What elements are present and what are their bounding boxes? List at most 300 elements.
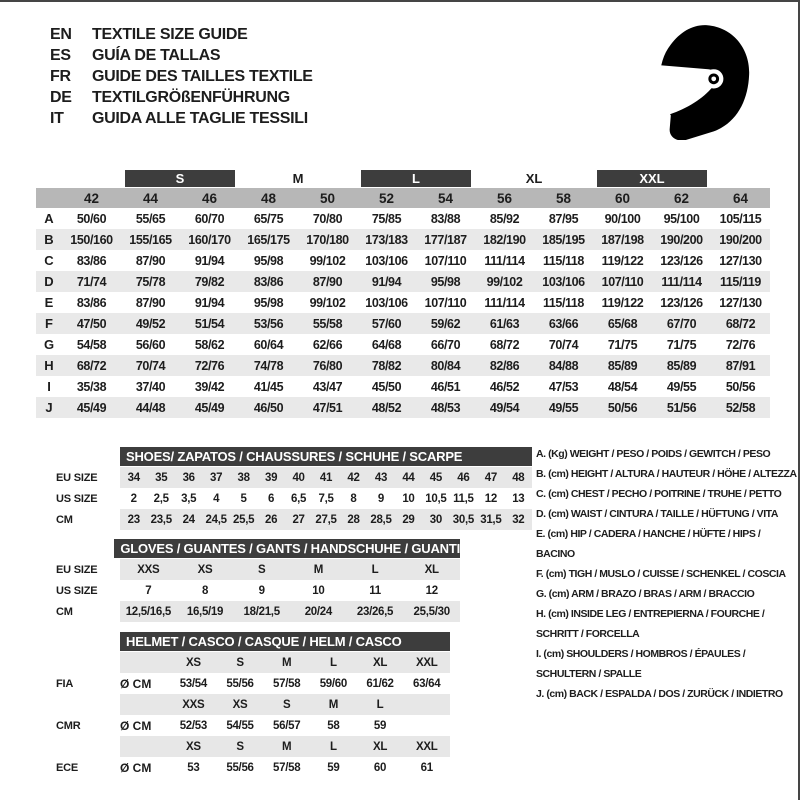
helmet-size-row	[56, 694, 450, 715]
measurement-cell: 48/52	[371, 400, 402, 415]
value-cell: 47	[484, 471, 497, 484]
shoes-table-header-row	[56, 446, 532, 467]
row-letter: I	[47, 379, 51, 394]
measurement-cell: 67/70	[666, 316, 697, 331]
value-cell: S	[257, 563, 266, 576]
measurement-cell: 66/70	[430, 337, 461, 352]
measurement-cell: 87/95	[548, 211, 579, 226]
row-cells	[120, 601, 460, 622]
textile-size-table	[36, 169, 770, 418]
helmet-icon-graphic	[648, 22, 758, 140]
size-group-s: S	[125, 170, 235, 187]
measurement-cell: 59/62	[430, 316, 461, 331]
row-letter: C	[44, 253, 54, 268]
size-label: L	[329, 656, 337, 669]
value-cell: 38	[237, 471, 250, 484]
value-cell: 57/58	[273, 761, 301, 774]
helmet-icon	[648, 22, 758, 140]
measurement-cell: 71/74	[76, 274, 107, 289]
row-letter: E	[44, 295, 54, 310]
value-cell: 34	[127, 471, 140, 484]
size-group-m: M	[292, 171, 304, 186]
value-cells	[170, 762, 450, 774]
helmet-value-row-cmr	[56, 715, 450, 736]
value-cell: 61	[420, 761, 433, 774]
size-label: XS	[185, 740, 201, 753]
measurement-cell: 45/49	[76, 400, 107, 415]
measurement-cell: 84/88	[548, 358, 579, 373]
measurement-legend	[536, 444, 800, 704]
measurement-cell: 50/56	[725, 379, 756, 394]
measurement-cell: 155/165	[129, 232, 172, 247]
measurement-cell: 46/52	[489, 379, 520, 394]
value-cell: 12	[484, 492, 497, 505]
legend-item: I. (cm) SHOULDERS / HOMBROS / ÉPAULES / SCHULTERN / SPALLE	[536, 648, 746, 680]
measurement-row-e	[36, 292, 770, 313]
language-title: GUÍA DE TALLAS	[92, 46, 221, 64]
value-cell: 12	[425, 584, 438, 597]
helmet-table-rows	[56, 652, 450, 778]
value-cell: 10,5	[425, 492, 447, 505]
measurement-cell: 48/53	[430, 400, 461, 415]
measurement-row-j	[36, 397, 770, 418]
diameter-label: Ø CM	[120, 718, 152, 733]
language-code: DE	[50, 88, 72, 106]
value-cell: 36	[182, 471, 195, 484]
measurement-cell: 127/130	[719, 295, 762, 310]
measurement-cell: 41/45	[253, 379, 284, 394]
value-cell: 63/64	[413, 677, 441, 690]
value-cell: XS	[197, 563, 213, 576]
shoes-table-rows	[56, 467, 532, 530]
value-cell: 5	[240, 492, 247, 505]
measurement-row-c	[36, 250, 770, 271]
gloves-table-title: GLOVES / GUANTES / GANTS / HANDSCHUHE / GUANTI	[114, 539, 460, 558]
measurement-cell: 58/62	[194, 337, 225, 352]
value-cell: 48	[512, 471, 525, 484]
measurement-cell: 75/85	[371, 211, 402, 226]
value-cell: 42	[347, 471, 360, 484]
value-cell: 53	[187, 761, 200, 774]
gloves-table	[56, 538, 460, 622]
value-cell: XXS	[137, 563, 160, 576]
measurement-cell: 185/195	[542, 232, 585, 247]
measurement-cell: 70/74	[548, 337, 579, 352]
value-cell: 60	[373, 761, 387, 774]
measurement-cell: 123/126	[660, 253, 703, 268]
measurement-cell: 53/56	[253, 316, 284, 331]
measurement-cell: 55/65	[135, 211, 166, 226]
measurement-cell: 99/102	[309, 253, 346, 268]
value-cell: 55/56	[226, 677, 254, 690]
measurement-cell: 46/51	[430, 379, 461, 394]
measurement-cell: 47/53	[548, 379, 579, 394]
value-cell: 12,5/16,5	[125, 605, 171, 618]
size-label: M	[282, 656, 292, 669]
value-cell: 10	[402, 492, 415, 505]
value-cell: 6,5	[291, 492, 307, 505]
measurement-cell: 48/54	[607, 379, 638, 394]
size-label: 48	[260, 190, 277, 206]
value-cell: 46	[457, 471, 470, 484]
language-row	[50, 87, 313, 108]
value-cell: 37	[210, 471, 223, 484]
size-label: 58	[555, 190, 572, 206]
row-letter: H	[44, 358, 54, 373]
measurement-cell: 60/70	[194, 211, 225, 226]
table-row	[56, 559, 460, 580]
value-cell: 2	[130, 492, 137, 505]
row-cells	[120, 488, 532, 509]
helmet-value-row-fia	[56, 673, 450, 694]
helmet-table-title: HELMET / CASCO / CASQUE / HELM / CASCO	[120, 632, 450, 651]
measurement-cell: 68/72	[725, 316, 756, 331]
value-cell: 29	[402, 513, 415, 526]
row-cells	[120, 694, 450, 715]
measurement-cell: 85/89	[607, 358, 638, 373]
measurement-cell: 119/122	[601, 253, 644, 268]
measurement-cell: 103/106	[542, 274, 585, 289]
value-cell: 10	[312, 584, 325, 597]
size-label: 62	[673, 190, 690, 206]
row-label: CM	[56, 605, 73, 618]
measurement-cell: 51/56	[666, 400, 697, 415]
value-cell: 4	[213, 492, 220, 505]
measurement-cell: 63/66	[548, 316, 579, 331]
language-row	[50, 108, 313, 129]
size-label: S	[282, 698, 291, 711]
row-label: US SIZE	[56, 492, 98, 505]
size-label: XL	[372, 656, 388, 669]
size-label: 60	[614, 190, 631, 206]
measurement-cell: 76/80	[312, 358, 343, 373]
gloves-table-rows	[56, 559, 460, 622]
measurement-cell: 103/106	[365, 253, 408, 268]
row-letter: G	[43, 337, 55, 352]
size-label: XXS	[182, 698, 205, 711]
value-cell: 58	[327, 719, 340, 732]
language-title: TEXTILGRÖßENFÜHRUNG	[92, 88, 290, 106]
measurement-cell: 50/56	[607, 400, 638, 415]
row-cells	[120, 467, 532, 488]
language-code: EN	[50, 25, 72, 43]
measurement-cell: 43/47	[312, 379, 343, 394]
value-cell: 32	[512, 513, 525, 526]
measurement-cell: 87/91	[725, 358, 756, 373]
size-label: XS	[185, 656, 201, 669]
row-cells	[120, 715, 450, 736]
measurement-cell: 111/114	[484, 295, 525, 310]
value-cell: 61/62	[366, 677, 394, 690]
size-label: XL	[372, 740, 388, 753]
row-cells	[120, 736, 450, 757]
measurement-row-d	[36, 271, 770, 292]
legend-item: H. (cm) INSIDE LEG / ENTREPIERNA / FOURCHE / SCHRITT / FORCELLA	[536, 608, 765, 640]
row-cells	[120, 652, 450, 673]
value-cell: 45	[429, 471, 442, 484]
legend-item: A. (Kg) WEIGHT / PESO / POIDS / GEWITCH / PESO	[536, 448, 771, 460]
row-label: EU SIZE	[56, 471, 98, 484]
row-letter: D	[44, 274, 54, 289]
size-label: S	[236, 656, 244, 669]
measurement-cell: 107/110	[424, 295, 467, 310]
size-cells	[170, 741, 450, 753]
measurement-cell: 50/60	[76, 211, 107, 226]
legend-item: F. (cm) TIGH / MUSLO / CUISSE / SCHENKEL / COSCIA	[536, 568, 786, 580]
measurement-cell: 62/66	[312, 337, 343, 352]
measurement-cell: 177/187	[424, 232, 467, 247]
value-cell: 59	[327, 761, 340, 774]
diameter-label: Ø CM	[120, 676, 152, 691]
measurement-cell: 57/60	[371, 316, 402, 331]
shoes-table-title: SHOES/ ZAPATOS / CHAUSSURES / SCHUHE / SCARPE	[120, 447, 532, 466]
value-cells	[170, 678, 450, 690]
value-cell: 26	[264, 513, 278, 526]
value-cell: XL	[424, 563, 439, 576]
value-cell: 16,5/19	[186, 605, 224, 618]
table-row	[56, 509, 532, 530]
measurement-cell: 105/115	[719, 211, 762, 226]
measurement-cell: 52/58	[725, 400, 756, 415]
value-cell: 9	[377, 492, 384, 505]
measurement-cell: 78/82	[371, 358, 402, 373]
value-cell: 3,5	[181, 492, 197, 505]
size-group-l: L	[361, 170, 471, 187]
measurement-cell: 182/190	[483, 232, 526, 247]
measurement-row-a	[36, 208, 770, 229]
measurement-cell: 99/102	[486, 274, 523, 289]
size-label: 46	[201, 190, 218, 206]
table-row	[56, 601, 460, 622]
size-label: S	[236, 740, 244, 753]
size-label: XS	[232, 698, 248, 711]
value-cell: 56/57	[273, 719, 301, 732]
size-label: XXL	[415, 740, 438, 753]
value-cell: 7,5	[318, 492, 334, 505]
measurement-cell: 95/100	[663, 211, 700, 226]
size-label: 54	[437, 190, 454, 206]
value-cell: 43	[374, 471, 388, 484]
legend-item: B. (cm) HEIGHT / ALTURA / HAUTEUR / HÖHE / ALTEZZA	[536, 468, 797, 480]
standard-label: ECE	[56, 761, 79, 774]
measurement-cell: 39/42	[194, 379, 225, 394]
measurement-row-i	[36, 376, 770, 397]
value-cell: 59	[373, 719, 387, 732]
language-title: TEXTILE SIZE GUIDE	[92, 25, 248, 43]
value-cell: 11,5	[453, 492, 474, 505]
size-label: 64	[732, 190, 749, 206]
measurement-cell: 71/75	[607, 337, 638, 352]
measurement-cell: 74/78	[253, 358, 284, 373]
size-cells	[170, 657, 450, 669]
measurement-cell: 111/114	[484, 253, 525, 268]
row-letter: F	[45, 316, 53, 331]
value-cell: 23/26,5	[356, 605, 394, 618]
row-label: CM	[56, 513, 73, 526]
measurement-cell: 75/78	[135, 274, 166, 289]
value-cell: 6	[268, 492, 275, 505]
row-label: US SIZE	[56, 584, 98, 597]
value-cell: 28	[347, 513, 360, 526]
measurement-cell: 95/98	[253, 253, 284, 268]
measurement-cell: 70/80	[312, 211, 343, 226]
measurement-cell: 80/84	[430, 358, 461, 373]
measurement-row-f	[36, 313, 770, 334]
measurement-cell: 91/94	[194, 253, 225, 268]
measurement-cell: 46/50	[253, 400, 284, 415]
size-label: M	[328, 698, 338, 711]
value-cell: 54/55	[226, 719, 254, 732]
measurement-cell: 190/200	[660, 232, 703, 247]
value-cell: 23,5	[150, 513, 172, 526]
value-cell: 11	[369, 584, 381, 597]
value-cell: 57/58	[273, 677, 301, 690]
size-label: 42	[83, 190, 100, 206]
measurement-cell: 65/75	[253, 211, 284, 226]
value-cell: 41	[319, 471, 333, 484]
measurement-cell: 64/68	[371, 337, 402, 352]
gloves-table-header-row	[56, 538, 460, 559]
row-letter: J	[45, 400, 53, 415]
language-header	[50, 24, 313, 129]
size-label: 50	[319, 190, 336, 206]
measurement-cell: 119/122	[601, 295, 644, 310]
measurement-cell: 173/183	[365, 232, 408, 247]
measurement-cell: 49/55	[666, 379, 697, 394]
measurement-cell: 83/86	[253, 274, 284, 289]
measurement-cell: 37/40	[135, 379, 166, 394]
measurement-cell: 87/90	[312, 274, 343, 289]
value-cell: 20/24	[304, 605, 332, 618]
measurement-cell: 83/88	[430, 211, 461, 226]
value-cell: 2,5	[153, 492, 169, 505]
language-row	[50, 45, 313, 66]
measurement-cell: 123/126	[660, 295, 703, 310]
measurement-cell: 51/54	[194, 316, 225, 331]
frame-border-top	[0, 0, 800, 2]
value-cell	[403, 720, 450, 732]
measurement-cell: 83/86	[76, 253, 107, 268]
measurement-cell: 47/51	[312, 400, 343, 415]
helmet-table	[56, 631, 450, 778]
language-row	[50, 66, 313, 87]
measurement-cell: 91/94	[371, 274, 402, 289]
measurement-cell: 72/76	[194, 358, 225, 373]
measurement-cell: 70/74	[135, 358, 166, 373]
measurement-cell: 56/60	[135, 337, 166, 352]
measurement-cell: 95/98	[253, 295, 284, 310]
measurement-cell: 35/38	[76, 379, 107, 394]
value-cell: 24,5	[205, 513, 227, 526]
measurement-cell: 127/130	[719, 253, 762, 268]
measurement-cell: 187/198	[601, 232, 644, 247]
table-row	[56, 580, 460, 601]
row-cells	[120, 580, 460, 601]
size-group-xl: XL	[525, 171, 543, 186]
size-label: L	[376, 698, 384, 711]
measurement-cell: 87/90	[135, 295, 166, 310]
measurement-cell: 107/110	[424, 253, 467, 268]
value-cell: 52/53	[179, 719, 207, 732]
legend-item: G. (cm) ARM / BRAZO / BRAS / ARM / BRACCIO	[536, 588, 755, 600]
helmet-size-row	[56, 652, 450, 673]
language-code: FR	[50, 67, 71, 85]
language-title: GUIDE DES TAILLES TEXTILE	[92, 67, 313, 85]
value-cell: 7	[145, 584, 152, 597]
measurement-cell: 47/50	[76, 316, 107, 331]
measurement-cell: 85/92	[489, 211, 520, 226]
value-cell: 25,5	[233, 513, 255, 526]
value-cell: 35	[155, 471, 168, 484]
measurement-cell: 91/94	[194, 295, 225, 310]
value-cell: 39	[264, 471, 278, 484]
measurement-cell: 107/110	[601, 274, 644, 289]
measurement-cell: 165/175	[247, 232, 290, 247]
measurement-cell: 170/180	[306, 232, 349, 247]
size-label: 44	[142, 190, 159, 206]
value-cell: 8	[201, 584, 209, 597]
legend-item: E. (cm) HIP / CADERA / HANCHE / HÜFTE / HIPS / BACINO	[536, 528, 761, 560]
measurement-cell: 115/118	[542, 295, 584, 310]
measurement-cell: 49/55	[548, 400, 579, 415]
measurement-cell: 82/86	[489, 358, 520, 373]
size-number-row	[36, 188, 770, 208]
value-cell: 28,5	[370, 513, 392, 526]
value-cell: 25,5/30	[413, 605, 450, 618]
measurement-cell: 44/48	[135, 400, 166, 415]
measurement-cell: 61/63	[489, 316, 520, 331]
measurement-row-g	[36, 334, 770, 355]
value-cell: M	[313, 563, 323, 576]
measurement-cell: 111/114	[661, 274, 702, 289]
legend-item: D. (cm) WAIST / CINTURA / TAILLE / HÜFTUNG / VITA	[536, 508, 778, 520]
measurement-cell: 79/82	[194, 274, 225, 289]
size-cells	[170, 699, 450, 711]
value-cell: 30,5	[452, 513, 474, 526]
size-label: XXL	[415, 656, 438, 669]
size-group-xxl: XXL	[597, 170, 707, 187]
measurement-cell: 45/50	[371, 379, 402, 394]
value-cell: 55/56	[226, 761, 254, 774]
measurement-cell: 190/200	[719, 232, 762, 247]
measurement-cell: 160/170	[188, 232, 231, 247]
value-cell: 9	[258, 584, 265, 597]
table-row	[56, 488, 532, 509]
measurement-row-h	[36, 355, 770, 376]
diameter-label: Ø CM	[120, 760, 152, 775]
measurement-cell: 49/52	[135, 316, 166, 331]
row-cells	[120, 673, 450, 694]
value-cell: 53/54	[179, 677, 207, 690]
value-cell: 40	[292, 471, 305, 484]
value-cell: 59/60	[319, 677, 347, 690]
measurement-cell: 55/58	[312, 316, 343, 331]
value-cell: L	[371, 563, 379, 576]
measurement-cell: 90/100	[604, 211, 641, 226]
measurement-cell: 45/49	[194, 400, 225, 415]
helmet-table-header-row	[56, 631, 450, 652]
value-cell: 18/21,5	[243, 605, 280, 618]
value-cell: 13	[512, 492, 525, 505]
value-cell: 27,5	[315, 513, 337, 526]
shoes-table	[56, 446, 532, 530]
standard-label: CMR	[56, 719, 81, 732]
legend-item: C. (cm) CHEST / PECHO / POITRINE / TRUHE / PETTO	[536, 488, 782, 500]
measurement-cell: 83/86	[76, 295, 107, 310]
value-cell: 30	[429, 513, 442, 526]
measurement-cell: 115/118	[542, 253, 584, 268]
value-cell: 27	[292, 513, 305, 526]
